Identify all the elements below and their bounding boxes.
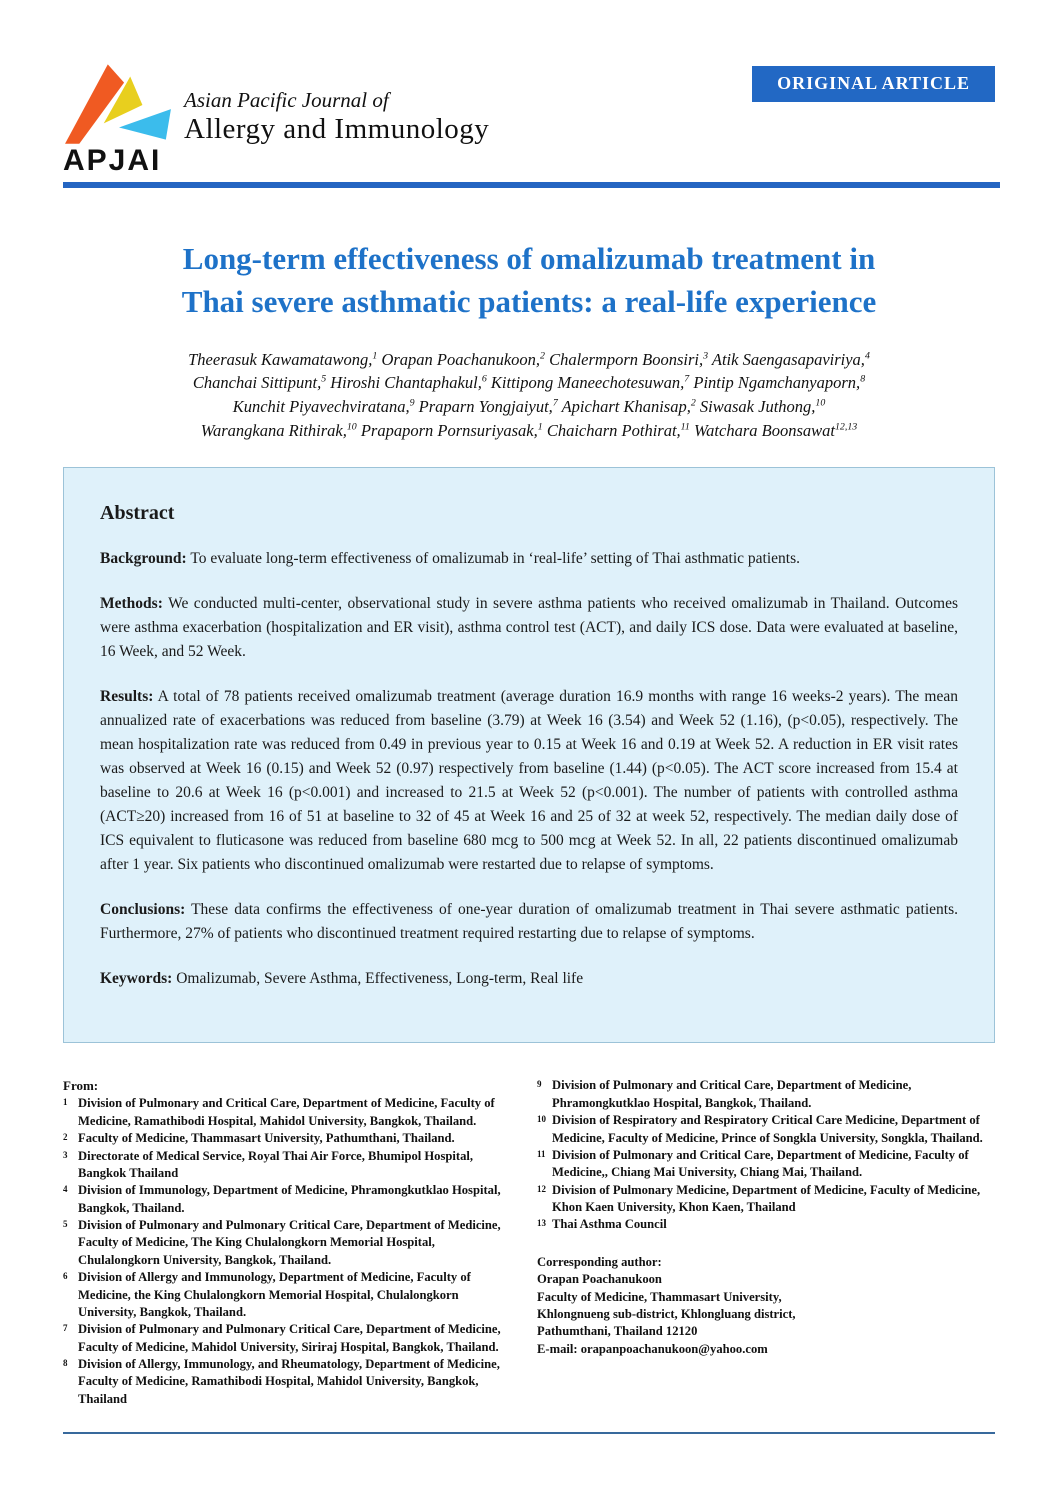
affiliation-item xyxy=(63,1182,509,1217)
abstract-heading: Abstract xyxy=(100,502,175,525)
corresponding-author-line: Pathumthani, Thailand 12120 xyxy=(537,1324,698,1339)
affiliation-number: 11 xyxy=(537,1148,546,1159)
affiliation-item xyxy=(537,1216,983,1233)
affiliation-number: 9 xyxy=(537,1079,542,1090)
abstract-conclusions-label: Conclusions: xyxy=(100,901,186,919)
author-affiliation-superscript: 5 xyxy=(321,373,327,385)
author-name: Siwasak Juthong, xyxy=(699,397,816,417)
affiliation-number: 4 xyxy=(63,1184,68,1195)
author-name: Apichart Khanisap, xyxy=(561,397,691,417)
affiliation-number: 5 xyxy=(63,1219,68,1230)
author-name: Watchara Boonsawat xyxy=(693,421,835,441)
journal-name-line2: Allergy and Immunology xyxy=(184,113,490,145)
affiliation-text: Division of Allergy, Immunology, and Rheumatology, Department of Medicine, Faculty of Medicine, Ramathibodi Hospital, Mahidol University, Bangkok, Thailand xyxy=(78,1357,500,1406)
abstract-background xyxy=(100,547,958,571)
affiliation-text: Thai Asthma Council xyxy=(552,1217,667,1232)
affiliation-text: Division of Pulmonary and Critical Care, Department of Medicine, Faculty of Medicine,, Chiang Mai University, Chiang Mai, Thailand. xyxy=(552,1147,969,1180)
abstract-methods-label: Methods: xyxy=(100,595,163,613)
affiliation-number: 2 xyxy=(63,1132,68,1143)
affiliation-number: 6 xyxy=(63,1271,68,1282)
affiliation-item xyxy=(63,1130,509,1147)
affiliation-item xyxy=(537,1147,983,1182)
affiliation-item xyxy=(537,1112,983,1147)
corresponding-author-line: Khlongnueng sub-district, Khlongluang district, xyxy=(537,1306,796,1321)
affiliation-item xyxy=(537,1077,983,1112)
corresponding-author-label: Corresponding author: xyxy=(537,1254,662,1269)
abstract-results xyxy=(100,685,958,877)
affiliation-number: 10 xyxy=(537,1114,546,1125)
apjai-logo-icon xyxy=(63,56,175,148)
corresponding-author-block xyxy=(537,1254,983,1358)
footer-divider xyxy=(63,1432,995,1434)
author-affiliation-superscript: 4 xyxy=(864,350,870,362)
affiliations-section xyxy=(63,1077,995,1408)
author-affiliation-superscript: 10 xyxy=(815,397,826,409)
abstract-results-label: Results: xyxy=(100,688,154,706)
journal-name xyxy=(184,88,489,146)
corresponding-author-line: Faculty of Medicine, Thammasart University, xyxy=(537,1289,782,1304)
affiliation-text: Division of Pulmonary and Critical Care, Department of Medicine, Phramongkutklao Hospital, Bangkok, Thailand. xyxy=(552,1078,912,1110)
author-line xyxy=(63,395,995,419)
abstract-background-text: To evaluate long-term effectiveness of omalizumab in ‘real-life’ setting of Thai asthmatic patients. xyxy=(190,550,800,568)
affiliation-number: 8 xyxy=(63,1358,68,1369)
logo-text: APJAI xyxy=(63,144,162,177)
affiliation-number: 13 xyxy=(537,1218,546,1229)
author-affiliation-superscript: 1 xyxy=(537,421,543,433)
affiliation-number: 3 xyxy=(63,1149,68,1160)
abstract-methods xyxy=(100,592,958,664)
author-line xyxy=(63,348,995,372)
affiliation-text: Division of Pulmonary and Pulmonary Critical Care, Department of Medicine, Faculty of Medicine, Mahidol University, Siriraj Hospital, Bangkok, Thailand. xyxy=(78,1322,501,1354)
author-affiliation-superscript: 2 xyxy=(540,350,545,362)
affiliations-right-column xyxy=(537,1077,983,1408)
affiliation-list-left xyxy=(63,1095,509,1408)
affiliation-number: 1 xyxy=(63,1097,68,1108)
author-affiliation-superscript: 1 xyxy=(372,350,378,362)
article-title-line1: Long-term effectiveness of omalizumab treatment in xyxy=(182,241,876,276)
author-list xyxy=(63,348,995,444)
affiliation-text: Directorate of Medical Service, Royal Thai Air Force, Bhumipol Hospital, Bangkok Thailand xyxy=(78,1148,474,1180)
affiliation-item xyxy=(63,1095,509,1130)
affiliation-item xyxy=(63,1356,509,1408)
affiliation-item xyxy=(63,1217,509,1269)
header-divider xyxy=(63,182,1000,188)
article-type-badge: ORIGINAL ARTICLE xyxy=(752,66,995,102)
affiliation-number: 7 xyxy=(63,1323,68,1334)
author-line xyxy=(63,371,995,395)
corresponding-author-line: E-mail: orapanpoachanukoon@yahoo.com xyxy=(537,1341,768,1356)
author-affiliation-superscript: 6 xyxy=(481,373,487,385)
author-name: Kittipong Maneechotesuwan, xyxy=(490,373,685,393)
author-affiliation-superscript: 8 xyxy=(860,373,866,385)
author-affiliation-superscript: 10 xyxy=(346,421,357,433)
affiliation-list-right xyxy=(537,1077,983,1233)
affiliation-text: Division of Pulmonary Medicine, Department of Medicine, Faculty of Medicine, Khon Kaen University, Khon Kaen, Thailand xyxy=(552,1182,981,1215)
author-line xyxy=(63,419,995,443)
affiliation-text: Division of Immunology, Department of Medicine, Phramongkutklao Hospital, Bangkok, Thailand. xyxy=(78,1183,501,1215)
affiliation-number: 12 xyxy=(537,1183,546,1194)
abstract-keywords-text: Omalizumab, Severe Asthma, Effectiveness, Long-term, Real life xyxy=(176,970,584,988)
corresponding-author-address xyxy=(537,1289,983,1359)
author-name: Atik Saengasapaviriya, xyxy=(711,349,865,369)
author-name: Chanchai Sittipunt, xyxy=(192,373,322,393)
author-name: Praparn Yongjaiyut, xyxy=(418,397,553,417)
affiliation-item xyxy=(63,1321,509,1356)
author-name: Chaicharn Pothirat, xyxy=(546,421,681,441)
author-affiliation-superscript: 11 xyxy=(680,421,690,433)
corresponding-author-name: Orapan Poachanukoon xyxy=(537,1272,662,1287)
author-affiliation-superscript: 2 xyxy=(690,397,696,409)
affiliation-text: Division of Allergy and Immunology, Department of Medicine, Faculty of Medicine, the King Chulalongkorn Memorial Hospital, Chulalongkorn University, Bangkok, Thailand. xyxy=(78,1270,471,1319)
author-name: Theerasuk Kawamatawong, xyxy=(188,349,373,369)
author-affiliation-superscript: 3 xyxy=(703,350,709,362)
author-affiliation-superscript: 12,13 xyxy=(834,421,858,433)
from-label: From: xyxy=(63,1078,99,1094)
abstract-methods-text: We conducted multi-center, observational study in severe asthma patients who received omalizumab in Thailand. Outcomes were asthma exacerbation (hospitalization and ER visit), asthma control test (ACT), and daily ICS dose. Data were evaluated at baseline, 16 Week, and 52 Week. xyxy=(100,595,958,661)
article-title xyxy=(63,238,995,324)
article-title-line2: Thai severe asthmatic patients: a real-life experience xyxy=(181,283,877,319)
abstract-keywords xyxy=(100,967,958,991)
abstract-results-text: A total of 78 patients received omalizumab treatment (average duration 16.9 months with range 16 weeks-2 years). The mean annualized rate of exacerbations was reduced from baseline (3.79) at Week 16 (3.54) and Week 52 (1.16), (p<0.05), respectively. The mean hospitalization rate was reduced from 0.49 in previous year to 0.15 at Week 16 and 0.19 at Week 52. A reduction in ER visit rates was observed at Week 16 (0.15) and Week 52 (0.97) respectively from baseline (1.44) (p<0.05). The ACT score increased from 15.4 at baseline to 20.6 at Week 16 (p<0.001) and increased to 21.5 at Week 52 (p<0.001). The number of patients with controlled asthma (ACT≥20) increased from 16 of 51 at baseline to 32 of 45 at Week 16 and 25 of 32 at week 52, respectively. The median daily dose of ICS equivalent to fluticasone was reduced from baseline 680 mcg to 500 mcg at Week 52. In all, 22 patients discontinued omalizumab after 1 year. Six patients who discontinued omalizumab were restarted due to relapse of symptoms. xyxy=(100,688,958,874)
author-name: Kunchit Piyavechviratana, xyxy=(232,397,410,417)
author-name: Pintip Ngamchanyaporn, xyxy=(693,373,861,393)
author-name: Chalermporn Boonsiri, xyxy=(549,349,704,369)
affiliation-item xyxy=(63,1148,509,1183)
affiliation-text: Division of Pulmonary and Critical Care, Department of Medicine, Faculty of Medicine, Ramathibodi Hospital, Mahidol University, Bangkok, Thailand. xyxy=(78,1096,495,1128)
author-name: Prapaporn Pornsuriyasak, xyxy=(360,421,538,441)
abstract-background-label: Background: xyxy=(100,550,187,568)
affiliation-text: Faculty of Medicine, Thammasart University, Pathumthani, Thailand. xyxy=(78,1131,455,1146)
author-affiliation-superscript: 7 xyxy=(552,397,558,409)
abstract-keywords-label: Keywords: xyxy=(100,970,173,988)
affiliation-text: Division of Pulmonary and Pulmonary Critical Care, Department of Medicine, Faculty of Medicine, The King Chulalongkorn Memorial Hospital, Chulalongkorn University, Bangkok, Thailand. xyxy=(78,1218,501,1267)
author-name: Hiroshi Chantaphakul, xyxy=(330,373,482,393)
apjai-logo xyxy=(63,56,181,176)
affiliations-left-column xyxy=(63,1077,509,1408)
author-name: Warangkana Rithirak, xyxy=(200,421,347,441)
author-affiliation-superscript: 7 xyxy=(684,373,690,385)
page-header xyxy=(0,0,1058,186)
affiliation-text: Division of Respiratory and Respiratory Critical Care Medicine, Department of Medicine, Faculty of Medicine, Prince of Songkla University, Songkla, Thailand. xyxy=(552,1113,983,1145)
author-affiliation-superscript: 9 xyxy=(409,397,415,409)
author-name: Orapan Poachanukoon, xyxy=(381,349,541,369)
abstract-conclusions xyxy=(100,898,958,946)
journal-name-line1: Asian Pacific Journal of xyxy=(184,88,389,112)
affiliation-item xyxy=(537,1182,983,1217)
abstract-conclusions-text: These data confirms the effectiveness of one-year duration of omalizumab treatment in Thai severe asthmatic patients. Furthermore, 27% of patients who discontinued treatment required restarting due to relapse of symptoms. xyxy=(100,901,958,943)
affiliation-item xyxy=(63,1269,509,1321)
abstract-box xyxy=(63,467,995,1043)
